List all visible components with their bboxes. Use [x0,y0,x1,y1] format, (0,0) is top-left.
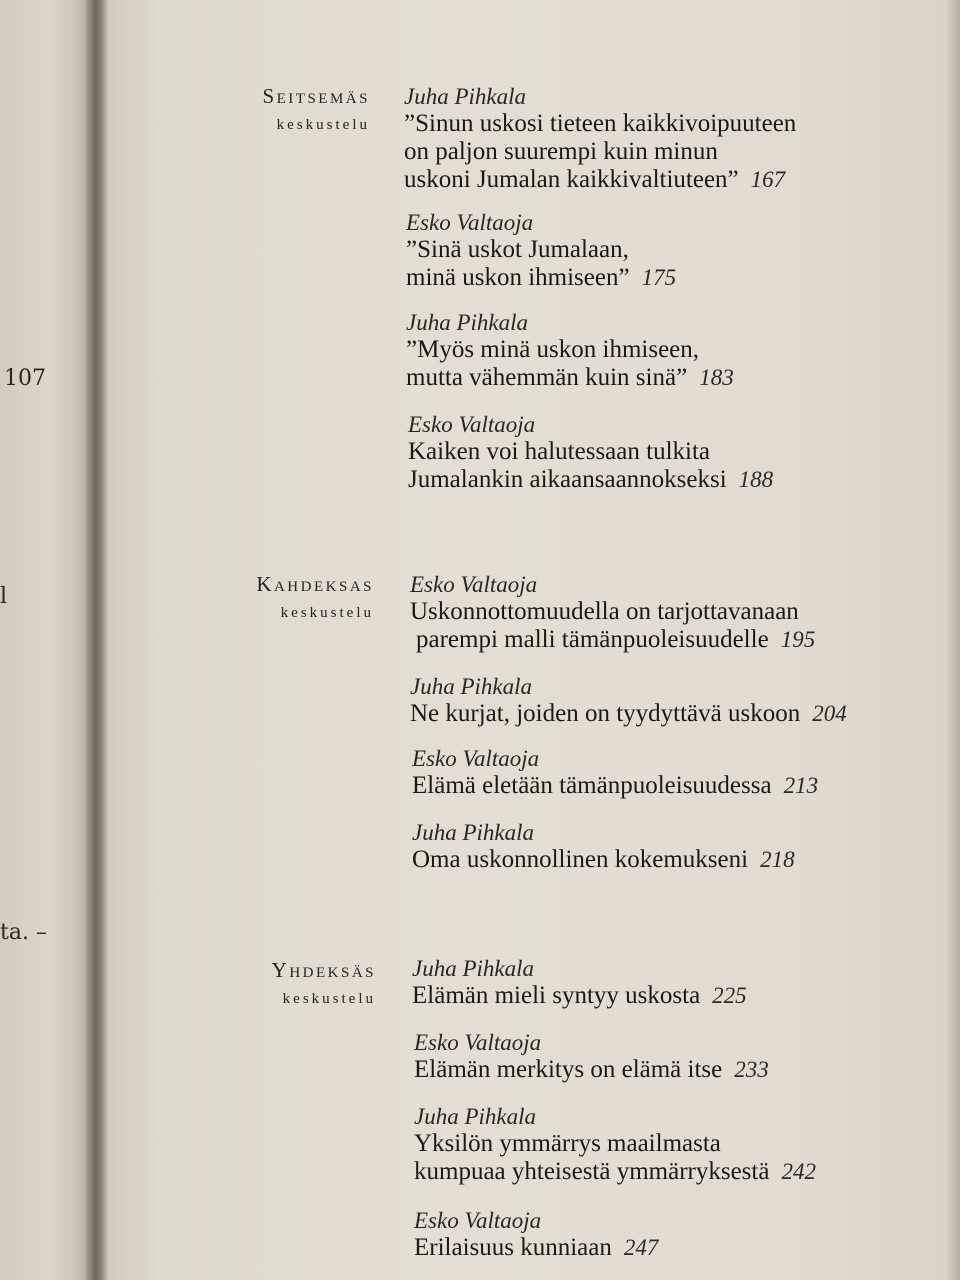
entry-title-text: Jumalankin aikaansaannokseksi [408,466,727,493]
entry-title-text: parempi malli tämänpuoleisuudelle [416,626,769,653]
entry-title-line: Kaiken voi halutessaan tulkita [408,438,711,465]
entry-author: Esko Valtaoja [412,746,540,771]
toc-entry [412,956,747,1010]
entry-title-text: minä uskon ihmiseen” [406,264,630,291]
entry-page-number: 247 [623,1235,659,1260]
entry-title-line [404,166,796,194]
toc-entry [404,84,796,194]
left-page-text-fragment: ta. – [0,920,47,945]
entry-page-number: 204 [812,701,847,726]
entry-title-line [412,772,818,800]
entry-author: Juha Pihkala [404,84,526,109]
entry-page-number: 233 [734,1057,769,1082]
left-page [0,0,86,1280]
entry-author: Juha Pihkala [412,956,534,981]
entry-title-text: kumpuaa yhteisestä ymmärryksestä [414,1158,770,1185]
section-ordinal: Kahdeksas [256,572,374,596]
toc-entry [412,820,795,874]
entry-page-number: 188 [738,467,774,492]
entry-title-line [412,982,747,1010]
entry-author: Esko Valtaoja [408,412,536,437]
page-edge-shadow [946,0,960,1280]
toc-entry [406,310,734,392]
entry-author: Juha Pihkala [412,820,534,845]
entry-title-text: Elämä eletään tämänpuoleisuudessa [412,772,772,799]
toc-entry [414,1208,658,1262]
entry-author: Esko Valtaoja [410,572,538,597]
entry-title-line [414,1158,816,1186]
entry-page-number: 195 [780,627,816,652]
entry-page-number: 218 [760,847,795,872]
entry-author: Juha Pihkala [414,1104,536,1129]
entry-title-line [410,700,847,728]
entry-title-line: on paljon suurempi kuin minun [404,138,718,165]
entry-title-line [414,1234,658,1262]
left-page-number-fragment: 107 [4,366,46,391]
entry-title-text: uskoni Jumalan kaikkivaltiuteen” [404,166,739,193]
entry-page-number: 183 [699,365,734,390]
toc-entry [412,746,818,800]
toc-entry [406,210,676,292]
entry-title-line: ”Sinun uskosi tieteen kaikkivoipuuteen [404,110,797,137]
entry-title-line: Yksilön ymmärrys maailmasta [414,1130,721,1157]
toc-entry [414,1030,769,1084]
section-ordinal: Yhdeksäs [271,958,376,982]
section-keskustelu: keskustelu [282,991,376,1007]
entry-author: Esko Valtaoja [414,1030,542,1055]
section-label [110,86,370,133]
entry-title-text: Elämän mieli syntyy uskosta [412,982,701,1009]
entry-title-text: Elämän merkitys on elämä itse [414,1056,723,1083]
section-keskustelu: keskustelu [276,117,370,133]
entry-author: Juha Pihkala [410,674,532,699]
left-page-text-fragment: l [0,584,8,609]
entry-title-line [406,264,676,292]
section-keskustelu: keskustelu [280,605,374,621]
toc-entry [414,1104,816,1186]
entry-page-number: 225 [712,983,747,1008]
entry-title-line: ”Sinä uskot Jumalaan, [406,236,629,263]
entry-title-line: ”Myös minä uskon ihmiseen, [406,336,700,363]
entry-title-text: Ne kurjat, joiden on tyydyttävä uskoon [410,700,801,727]
toc-entry [408,412,773,494]
entry-title-line [406,364,734,392]
entry-title-line [408,466,773,494]
entry-title-line [414,1056,769,1084]
entry-page-number: 213 [783,773,819,798]
entry-title-line [412,846,795,874]
entry-page-number: 175 [641,265,677,290]
entry-title-text: Oma uskonnollinen kokemukseni [412,846,749,873]
toc-entry [410,572,815,654]
entry-author: Esko Valtaoja [414,1208,542,1233]
section-label [114,574,374,621]
section-label [116,960,376,1007]
toc-entry [410,674,847,728]
entry-author: Juha Pihkala [406,310,528,335]
entry-page-number: 167 [750,167,786,192]
entry-title-line: Uskonnottomuudella on tarjottavanaan [410,598,799,625]
entry-title-text: Erilaisuus kunniaan [414,1234,612,1261]
entry-page-number: 242 [781,1159,816,1184]
entry-title-text: mutta vähemmän kuin sinä” [406,364,688,391]
section-ordinal: Seitsemäs [262,84,370,108]
entry-title-line [410,626,815,654]
entry-author: Esko Valtaoja [406,210,534,235]
book-gutter [86,0,108,1280]
